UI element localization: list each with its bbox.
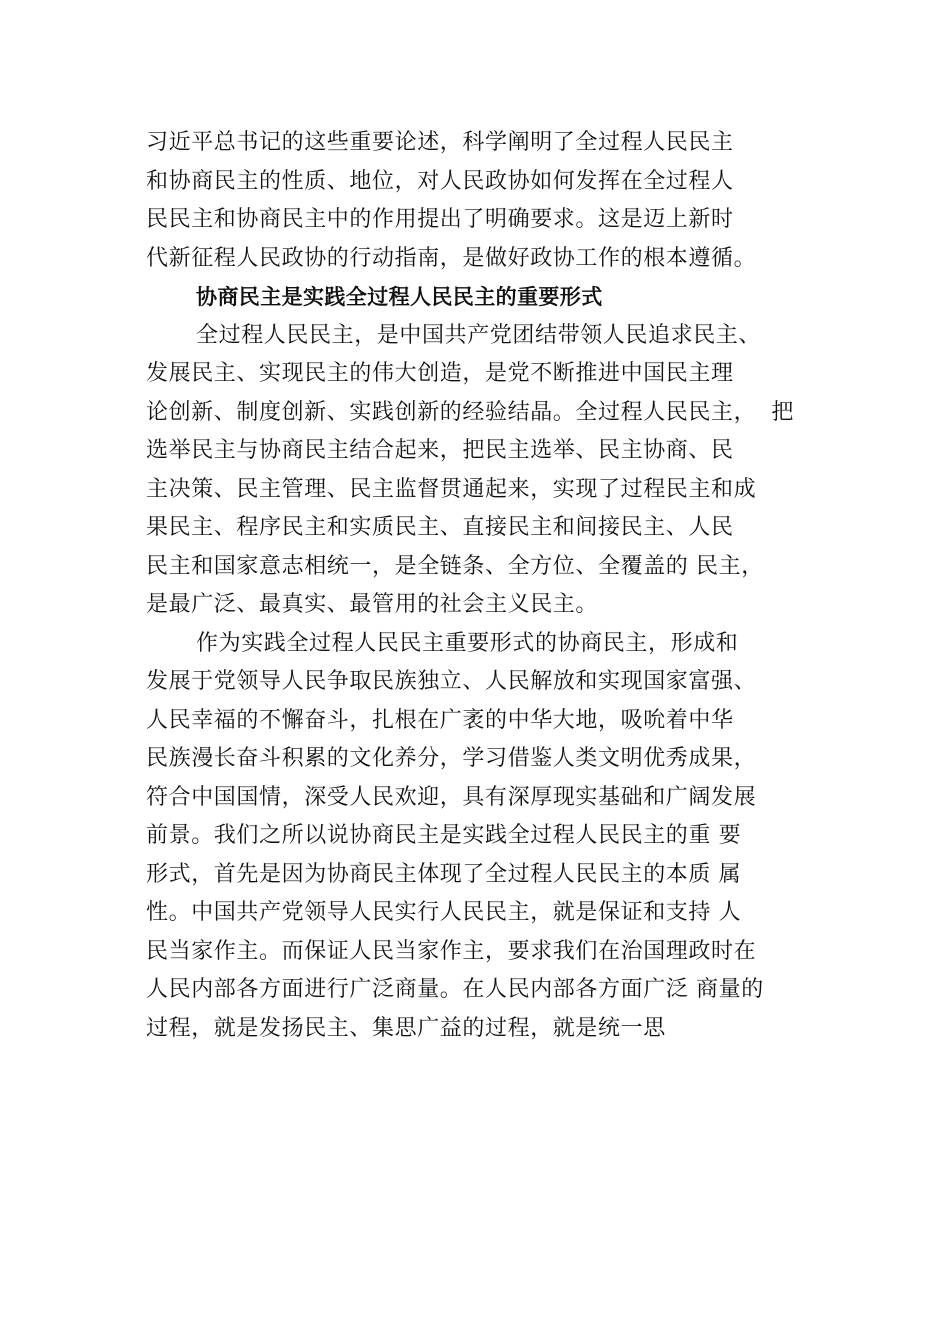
text-line: 形式，首先是因为协商民主体现了全过程人民民主的本质 属 [146, 861, 742, 887]
text-line: 和协商民主的性质、地位，对人民政协如何发挥在全过程人 [146, 168, 734, 194]
text-line: 人民内部各方面进行广泛商量。在人民内部各方面广泛 商量的 [146, 977, 764, 1002]
text-line: 选举民主与协商民主结合起来，把民主选举、民主协商、民 [146, 438, 734, 463]
text-line: 主决策、民主管理、民主监督贯通起来，实现了过程民主和成 [146, 476, 757, 502]
paragraph-first-line: 作为实践全过程人民民主重要形式的协商民主，形成和 [196, 630, 739, 656]
text-line: 习近平总书记的这些重要论述，科学阐明了全过程人民民主 [146, 130, 734, 155]
section-heading: 协商民主是实践全过程人民民主的重要形式 [196, 285, 603, 309]
paragraph-first-line: 全过程人民民主，是中国共产党团结带领人民追求民主、 [196, 322, 762, 348]
text-line: 民族漫长奋斗积累的文化养分，学习借鉴人类文明优秀成果， [146, 746, 757, 771]
text-line: 民主和国家意志相统一，是全链条、全方位、全覆盖的 民主， [146, 553, 764, 579]
text-line: 论创新、制度创新、实践创新的经验结晶。全过程人民民主， 把 [146, 399, 794, 425]
text-line: 是最广泛、最真实、最管用的社会主义民主。 [146, 592, 599, 617]
text-line: 前景。我们之所以说协商民主是实践全过程人民民主的重 要 [146, 823, 742, 848]
text-line: 发展民主、实现民主的伟大创造，是党不断推进中国民主理 [146, 361, 734, 386]
text-line: 发展于党领导人民争取民族独立、人民解放和实现国家富强、 [146, 669, 757, 694]
text-line: 人民幸福的不懈奋斗，扎根在广袤的中华大地，吸吮着中华 [146, 707, 734, 733]
text-line: 民当家作主。而保证人民当家作主，要求我们在治国理政时在 [146, 938, 757, 964]
text-line: 性。中国共产党领导人民实行人民民主，就是保证和支持 人 [146, 900, 742, 925]
text-line: 代新征程人民政协的行动指南，是做好政协工作的根本遵循。 [146, 245, 757, 271]
text-line: 果民主、程序民主和实质民主、直接民主和间接民主、人民 [146, 515, 734, 540]
text-line: 符合中国国情，深受人民欢迎，具有深厚现实基础和广阔发展 [146, 784, 757, 810]
text-line: 民民主和协商民主中的作用提出了明确要求。这是迈上新时 [146, 207, 734, 232]
text-line: 过程，就是发扬民主、集思广益的过程，就是统一思 [146, 1015, 666, 1041]
body-text [146, 124, 836, 1048]
